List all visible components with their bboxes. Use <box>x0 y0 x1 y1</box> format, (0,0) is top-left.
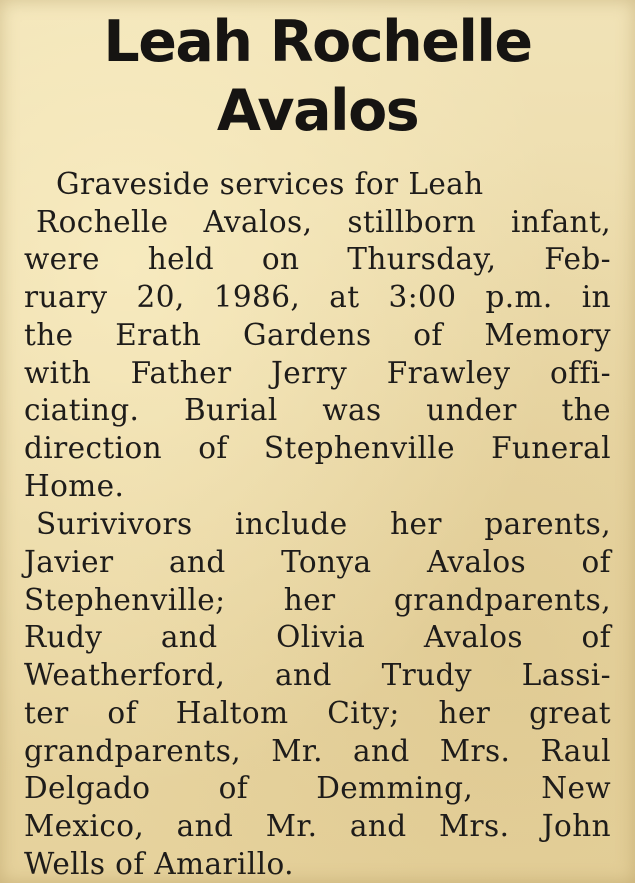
services-paragraph <box>24 166 611 505</box>
text-line: Wells of Amarillo. <box>24 846 294 881</box>
text-line: Home. <box>24 468 125 503</box>
text-line: were held on Thursday, Feb- <box>24 242 611 277</box>
text-line: Surivivors include her parents, <box>36 507 611 542</box>
text-line: Stephenville; her grandparents, <box>24 582 611 617</box>
text-line: Graveside services for Leah <box>56 167 484 201</box>
text-line: ter of Haltom City; her great <box>24 695 611 730</box>
text-line: Mexico, and Mr. and Mrs. John <box>24 808 611 843</box>
text-line: Rochelle Avalos, stillborn infant, <box>36 204 611 239</box>
text-line: Delgado of Demming, New <box>24 771 611 806</box>
headline-line-2: Avalos <box>216 78 419 144</box>
headline-line-1: Leah Rochelle <box>103 9 532 75</box>
text-line: ruary 20, 1986, at 3:00 p.m. in <box>24 280 611 315</box>
text-line: the Erath Gardens of Memory <box>24 317 611 352</box>
obituary-headline <box>24 8 611 146</box>
survivors-paragraph <box>24 506 611 883</box>
text-line: Rudy and Olivia Avalos of <box>24 620 611 655</box>
text-line: with Father Jerry Frawley offi- <box>24 355 611 390</box>
text-line: ciating. Burial was under the <box>24 393 611 428</box>
obituary-body <box>24 166 611 883</box>
text-line: grandparents, Mr. and Mrs. Raul <box>24 733 611 768</box>
text-line: direction of Stephenville Funeral <box>24 430 611 465</box>
text-line: Javier and Tonya Avalos of <box>24 545 611 580</box>
text-line: Weatherford, and Trudy Lassi- <box>24 658 611 693</box>
